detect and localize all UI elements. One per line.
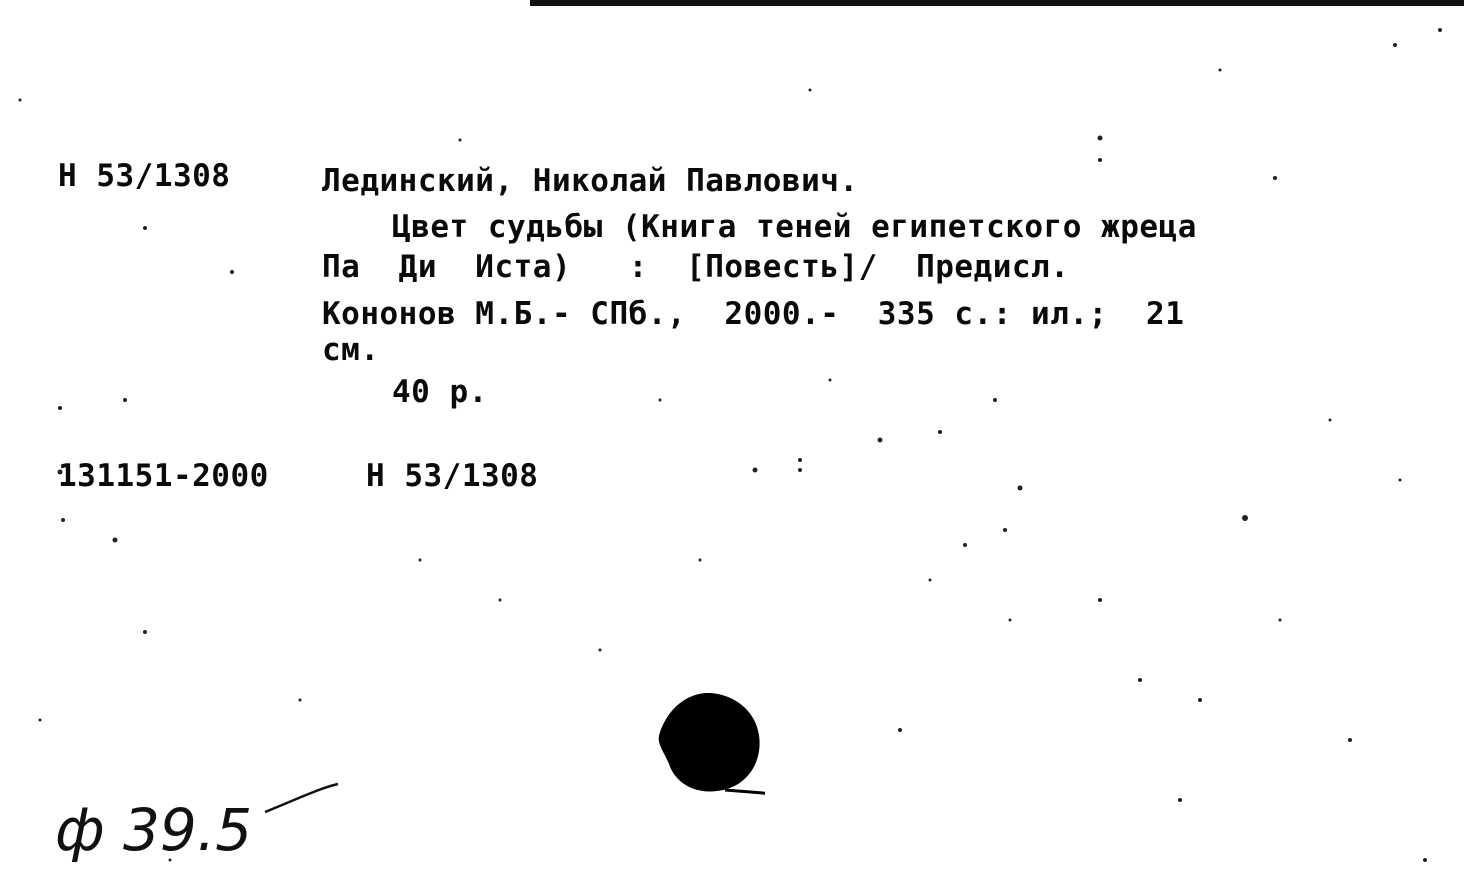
imprint-line: Кононов М.Б.- СПб., 2000.- 335 с.: ил.; 21 <box>322 296 1185 332</box>
footer-shelf-mark: Н 53/1308 <box>366 458 539 494</box>
punch-hole <box>655 690 765 795</box>
author-heading: Лединский, Николай Павлович. <box>322 163 859 199</box>
shelf-mark: Н 53/1308 <box>58 158 231 194</box>
imprint-line-end: см. <box>322 332 380 368</box>
record-number: 131151-2000 <box>58 458 269 494</box>
handwritten-classification <box>50 770 350 870</box>
title-line-2: Па Ди Иста) : [Повесть]/ Предисл. <box>322 249 1070 285</box>
title-line-1: Цвет судьбы (Книга теней египетского жреца <box>392 209 1197 245</box>
price: 40 р. <box>392 374 488 410</box>
handwritten-note-text: ф 39.5 <box>55 796 253 864</box>
